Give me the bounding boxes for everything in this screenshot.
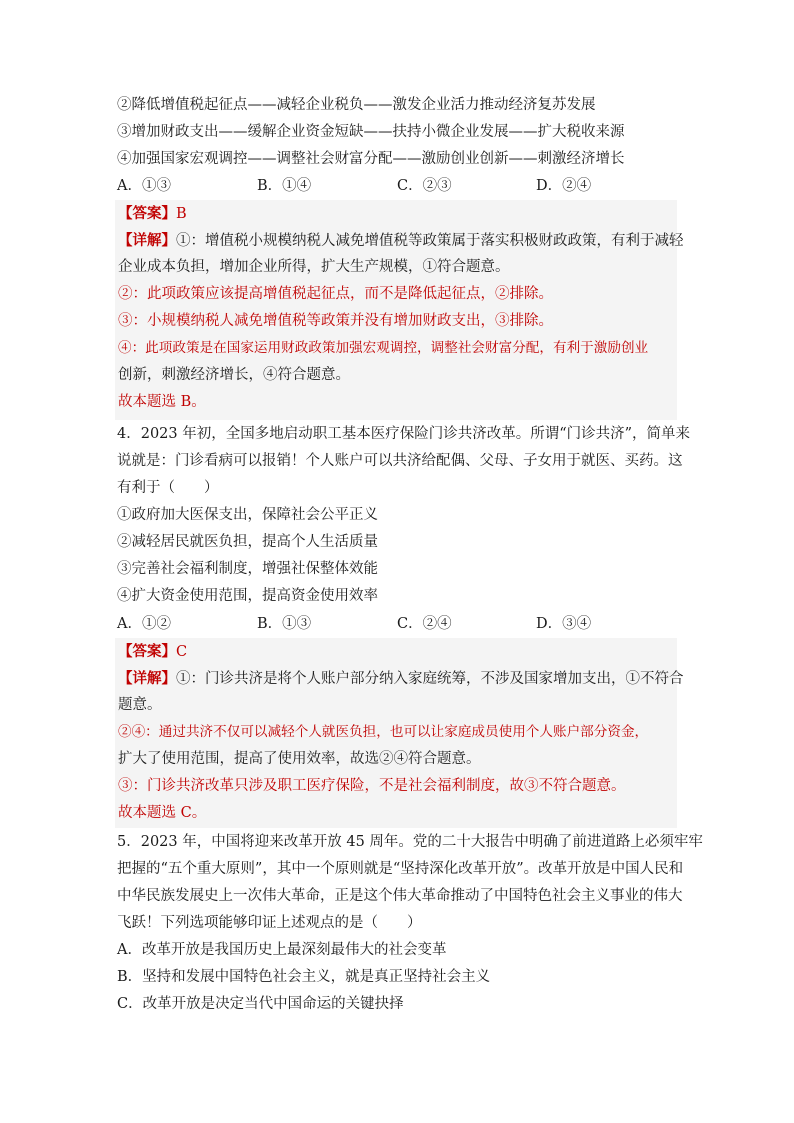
q3-detail-line-5: ④：此项政策是在国家运用财政政策加强宏观调控，调整社会财富分配，有利于激励创业 (118, 340, 649, 356)
q4-option-a: A．①② (117, 616, 171, 632)
q5-stem-line-3: 中华民族发展史上一次伟大革命，正是这个伟大革命推动了中国特色社会主义事业的伟大 (117, 888, 683, 904)
q5-stem-line-1: 5．2023 年，中国将迎来改革开放 45 周年。党的二十大报告中明确了前进道路上必须牢牢 (117, 834, 703, 850)
q3-option-c: C．②③ (397, 178, 452, 194)
q4-detail-tag: 【详解】 (118, 670, 176, 687)
q3-item-4: ④加强国家宏观调控——调整社会财富分配——激励创业创新——刺激经济增长 (117, 151, 625, 167)
q3-option-b: B．①④ (257, 178, 312, 194)
q5-stem-line-4: 飞跃！下列选项能够印证上述观点的是（ ） (117, 915, 422, 931)
q5-stem-line-2: 把握的“五个重大原则”，其中一个原则就是“坚持深化改革开放”。改革开放是中国人民和 (117, 861, 684, 877)
q4-answer-line (118, 638, 187, 665)
q4-option-b: B．①③ (257, 616, 312, 632)
q3-detail-tag: 【详解】 (118, 232, 176, 249)
q5-option-b: B．坚持和发展中国特色社会主义，就是真正坚持社会主义 (117, 969, 491, 985)
q4-stem-line-1: 4．2023 年初，全国多地启动职工基本医疗保险门诊共济改革。所谓“门诊共济”，简单来 (117, 426, 691, 442)
q4-stem-line-2: 说就是：门诊看病可以报销！个人账户可以共济给配偶、父母、子女用于就医、买药。这 (117, 453, 683, 469)
q3-detail-line-3: ②：此项政策应该提高增值税起征点，而不是降低起征点，②排除。 (118, 286, 553, 302)
q4-detail-line-1 (118, 665, 684, 692)
q3-item-2: ②降低增值税起征点——减轻企业税负——激发企业活力推动经济复苏发展 (117, 97, 596, 113)
q4-item-2: ②减轻居民就医负担，提高个人生活质量 (117, 534, 378, 550)
q3-option-d: D．②④ (536, 178, 592, 194)
q3-detail-line-6: 创新，刺激经济增长，④符合题意。 (118, 367, 350, 383)
q4-answer-block (115, 638, 684, 828)
q4-option-c: C．②④ (397, 616, 452, 632)
q4-conclusion: 故本题选 C。 (118, 805, 207, 821)
q4-detail-line-3: ②④：通过共济不仅可以减轻个人就医负担，也可以让家庭成员使用个人账户部分资金， (118, 724, 649, 740)
q4-detail-line-5: ③：门诊共济改革只涉及职工医疗保险，不是社会福利制度，故③不符合题意。 (118, 778, 626, 794)
q3-answer-line (118, 200, 187, 227)
q3-item-3: ③增加财政支出——缓解企业资金短缺——扶持小微企业发展——扩大税收来源 (117, 124, 625, 140)
q4-answer-value: C (176, 644, 188, 660)
q4-detail-line-2: 题意。 (118, 697, 162, 713)
q3-answer-block (115, 200, 684, 420)
q5-option-a: A．改革开放是我国历史上最深刻最伟大的社会变革 (117, 942, 447, 958)
q3-option-a: A．①③ (117, 178, 171, 194)
q3-detail-line-2: 企业成本负担，增加企业所得，扩大生产规模，①符合题意。 (118, 259, 510, 275)
q3-detail-text-1: ①：增值税小规模纳税人减免增值税等政策属于落实积极财政政策，有利于减轻 (176, 233, 684, 249)
q3-conclusion: 故本题选 B。 (118, 394, 206, 410)
q3-detail-line-4: ③：小规模纳税人减免增值税等政策并没有增加财政支出，③排除。 (118, 313, 553, 329)
q5-option-c: C．改革开放是决定当代中国命运的关键抉择 (117, 996, 404, 1012)
q3-answer-value: B (176, 206, 187, 222)
q3-answer-tag: 【答案】 (118, 205, 176, 222)
q4-item-1: ①政府加大医保支出，保障社会公平正义 (117, 507, 378, 523)
q4-detail-line-4: 扩大了使用范围，提高了使用效率，故选②④符合题意。 (118, 751, 481, 767)
q4-answer-tag: 【答案】 (118, 643, 176, 660)
q4-item-3: ③完善社会福利制度，增强社保整体效能 (117, 561, 378, 577)
q3-detail-line-1 (118, 227, 684, 254)
q4-option-d: D．③④ (536, 616, 592, 632)
q4-stem-line-3: 有利于（ ） (117, 480, 219, 496)
q4-item-4: ④扩大资金使用范围，提高资金使用效率 (117, 588, 378, 604)
q4-detail-text-1: ①：门诊共济是将个人账户部分纳入家庭统筹，不涉及国家增加支出，①不符合 (176, 671, 684, 687)
